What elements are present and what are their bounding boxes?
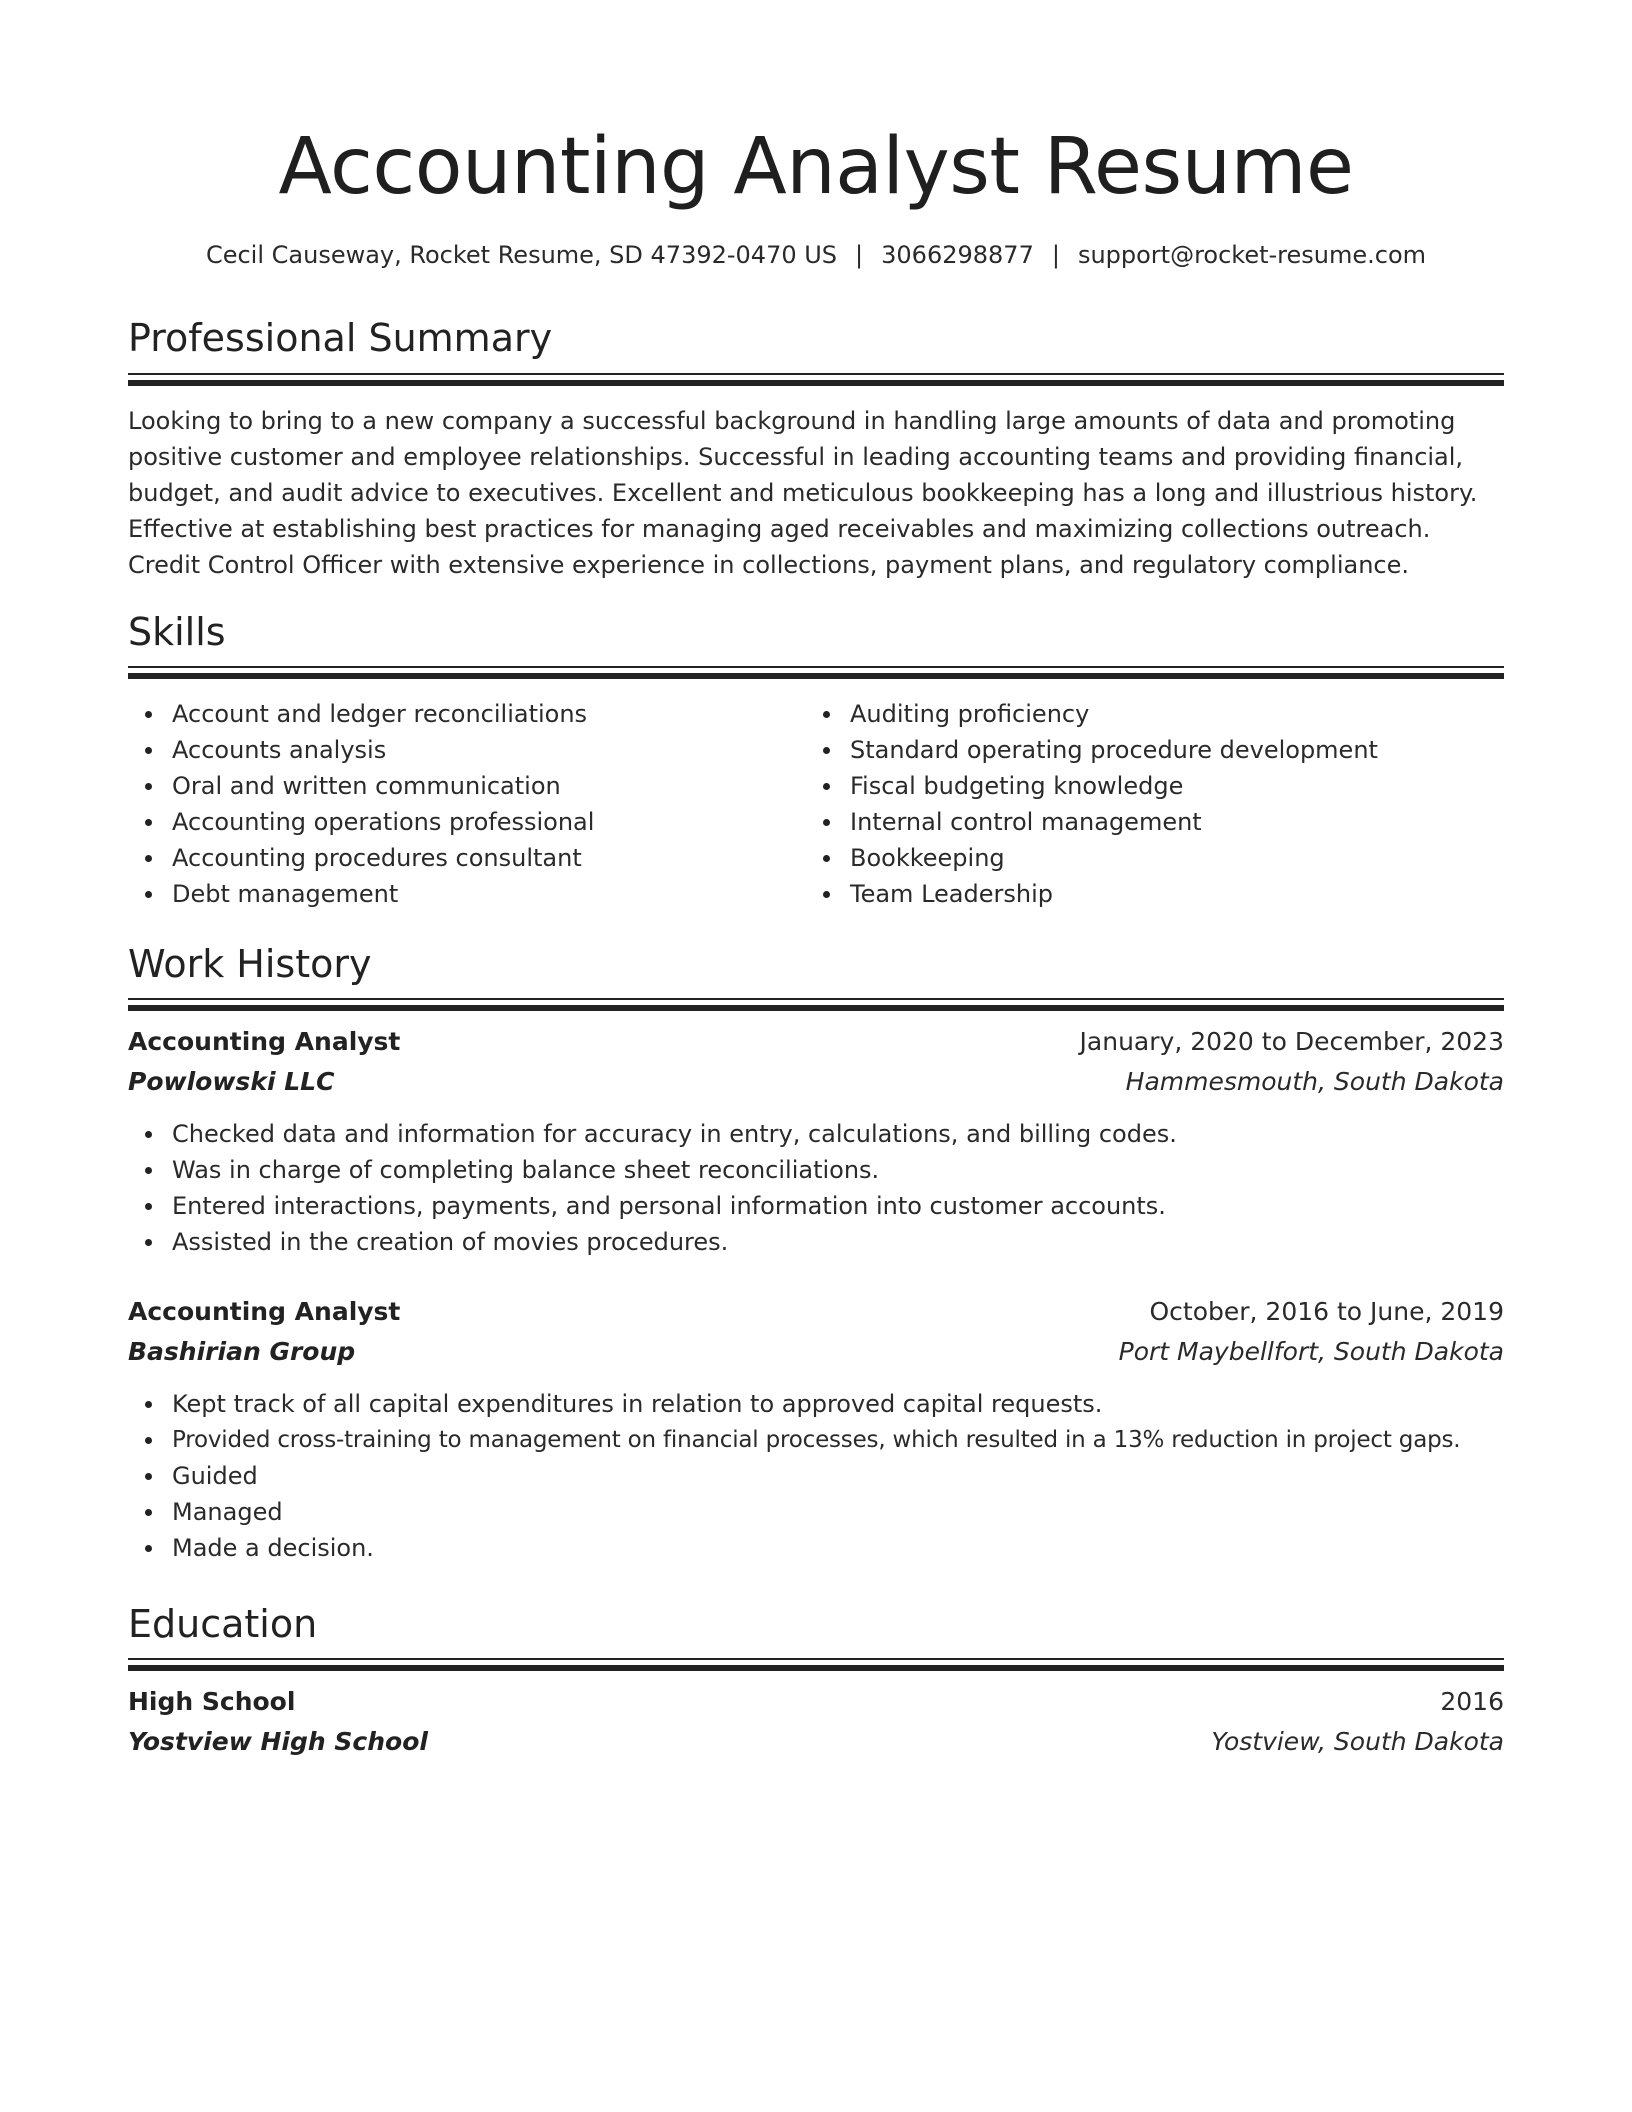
- education-school: Yostview High School: [128, 1727, 428, 1756]
- job-bullets: [128, 1386, 1502, 1566]
- education-degree: High School: [128, 1687, 296, 1716]
- job-bullet: Made a decision.: [172, 1530, 1502, 1566]
- section-divider: [128, 1658, 1504, 1672]
- skill-item: Accounting operations professional: [172, 804, 802, 840]
- contact-line: [128, 238, 1504, 272]
- skill-item: Oral and written communication: [172, 768, 802, 804]
- education-location: Yostview, South Dakota: [1211, 1727, 1504, 1756]
- skill-item: Standard operating procedure development: [850, 732, 1500, 768]
- section-divider: [128, 998, 1504, 1012]
- skill-item: Account and ledger reconciliations: [172, 696, 802, 732]
- skill-item: Accounts analysis: [172, 732, 802, 768]
- job-bullet: Kept track of all capital expenditures in relation to approved capital requests.: [172, 1386, 1502, 1422]
- summary-text: Looking to bring to a new company a successful background in handling large amounts of data and promoting positive customer and employee relationships. Successful in leading accounting teams and providing financial, budget, and audit advice to executives. Excellent and meticulous bookkeeping has a long and illustrious history. Effective at establishing best practices for managing aged receivables and maximizing collections outreach. Credit Control Officer with extensive experience in collections, payment plans, and regulatory compliance.: [128, 407, 1478, 579]
- job-title: Accounting Analyst: [128, 1297, 401, 1326]
- job-bullet: Provided cross-training to management on financial processes, which resulted in a 13% reduction in project gaps.: [172, 1422, 1502, 1458]
- job-subheader: [128, 1062, 1504, 1102]
- job-header: [128, 1022, 1504, 1062]
- education-year: 2016: [1440, 1687, 1504, 1716]
- section-title-summary: Professional Summary: [128, 316, 553, 360]
- education-subheader: [128, 1722, 1504, 1762]
- contact-address: Cecil Causeway, Rocket Resume, SD 47392-0470 US: [205, 241, 838, 269]
- job-company: Powlowski LLC: [128, 1067, 335, 1096]
- job-dates: October, 2016 to June, 2019: [1149, 1297, 1504, 1326]
- job-bullet: Entered interactions, payments, and personal information into customer accounts.: [172, 1188, 1502, 1224]
- skills-list-right: [806, 696, 1500, 912]
- job-bullet: Checked data and information for accuracy in entry, calculations, and billing codes.: [172, 1116, 1502, 1152]
- job-location: Hammesmouth, South Dakota: [1125, 1067, 1504, 1096]
- job-location: Port Maybellfort, South Dakota: [1118, 1337, 1504, 1366]
- skills-list-left: [128, 696, 802, 912]
- job-header: [128, 1292, 1504, 1332]
- job-bullet: Managed: [172, 1494, 1502, 1530]
- skill-item: Bookkeeping: [850, 840, 1500, 876]
- skill-item: Internal control management: [850, 804, 1500, 840]
- section-title-work: Work History: [128, 942, 372, 986]
- section-divider: [128, 666, 1504, 680]
- job-subheader: [128, 1332, 1504, 1372]
- resume-title: Accounting Analyst Resume: [278, 122, 1354, 212]
- job-dates: January, 2020 to December, 2023: [1079, 1027, 1504, 1056]
- skill-item: Debt management: [172, 876, 802, 912]
- skill-item: Accounting procedures consultant: [172, 840, 802, 876]
- section-divider: [128, 373, 1504, 387]
- job-company: Bashirian Group: [128, 1337, 356, 1366]
- contact-email[interactable]: support@rocket-resume.com: [1077, 241, 1427, 269]
- skill-item: Team Leadership: [850, 876, 1500, 912]
- contact-phone: 3066298877: [881, 241, 1034, 269]
- job-title: Accounting Analyst: [128, 1027, 401, 1056]
- section-title-education: Education: [128, 1602, 318, 1646]
- job-bullet: Guided: [172, 1458, 1502, 1494]
- contact-separator: |: [1051, 241, 1060, 269]
- skill-item: Fiscal budgeting knowledge: [850, 768, 1500, 804]
- job-bullet: Was in charge of completing balance sheet reconciliations.: [172, 1152, 1502, 1188]
- contact-separator: |: [855, 241, 864, 269]
- job-bullet: Assisted in the creation of movies procedures.: [172, 1224, 1502, 1260]
- skill-item: Auditing proficiency: [850, 696, 1500, 732]
- job-bullets: [128, 1116, 1502, 1260]
- education-header: [128, 1682, 1504, 1722]
- section-title-skills: Skills: [128, 610, 226, 654]
